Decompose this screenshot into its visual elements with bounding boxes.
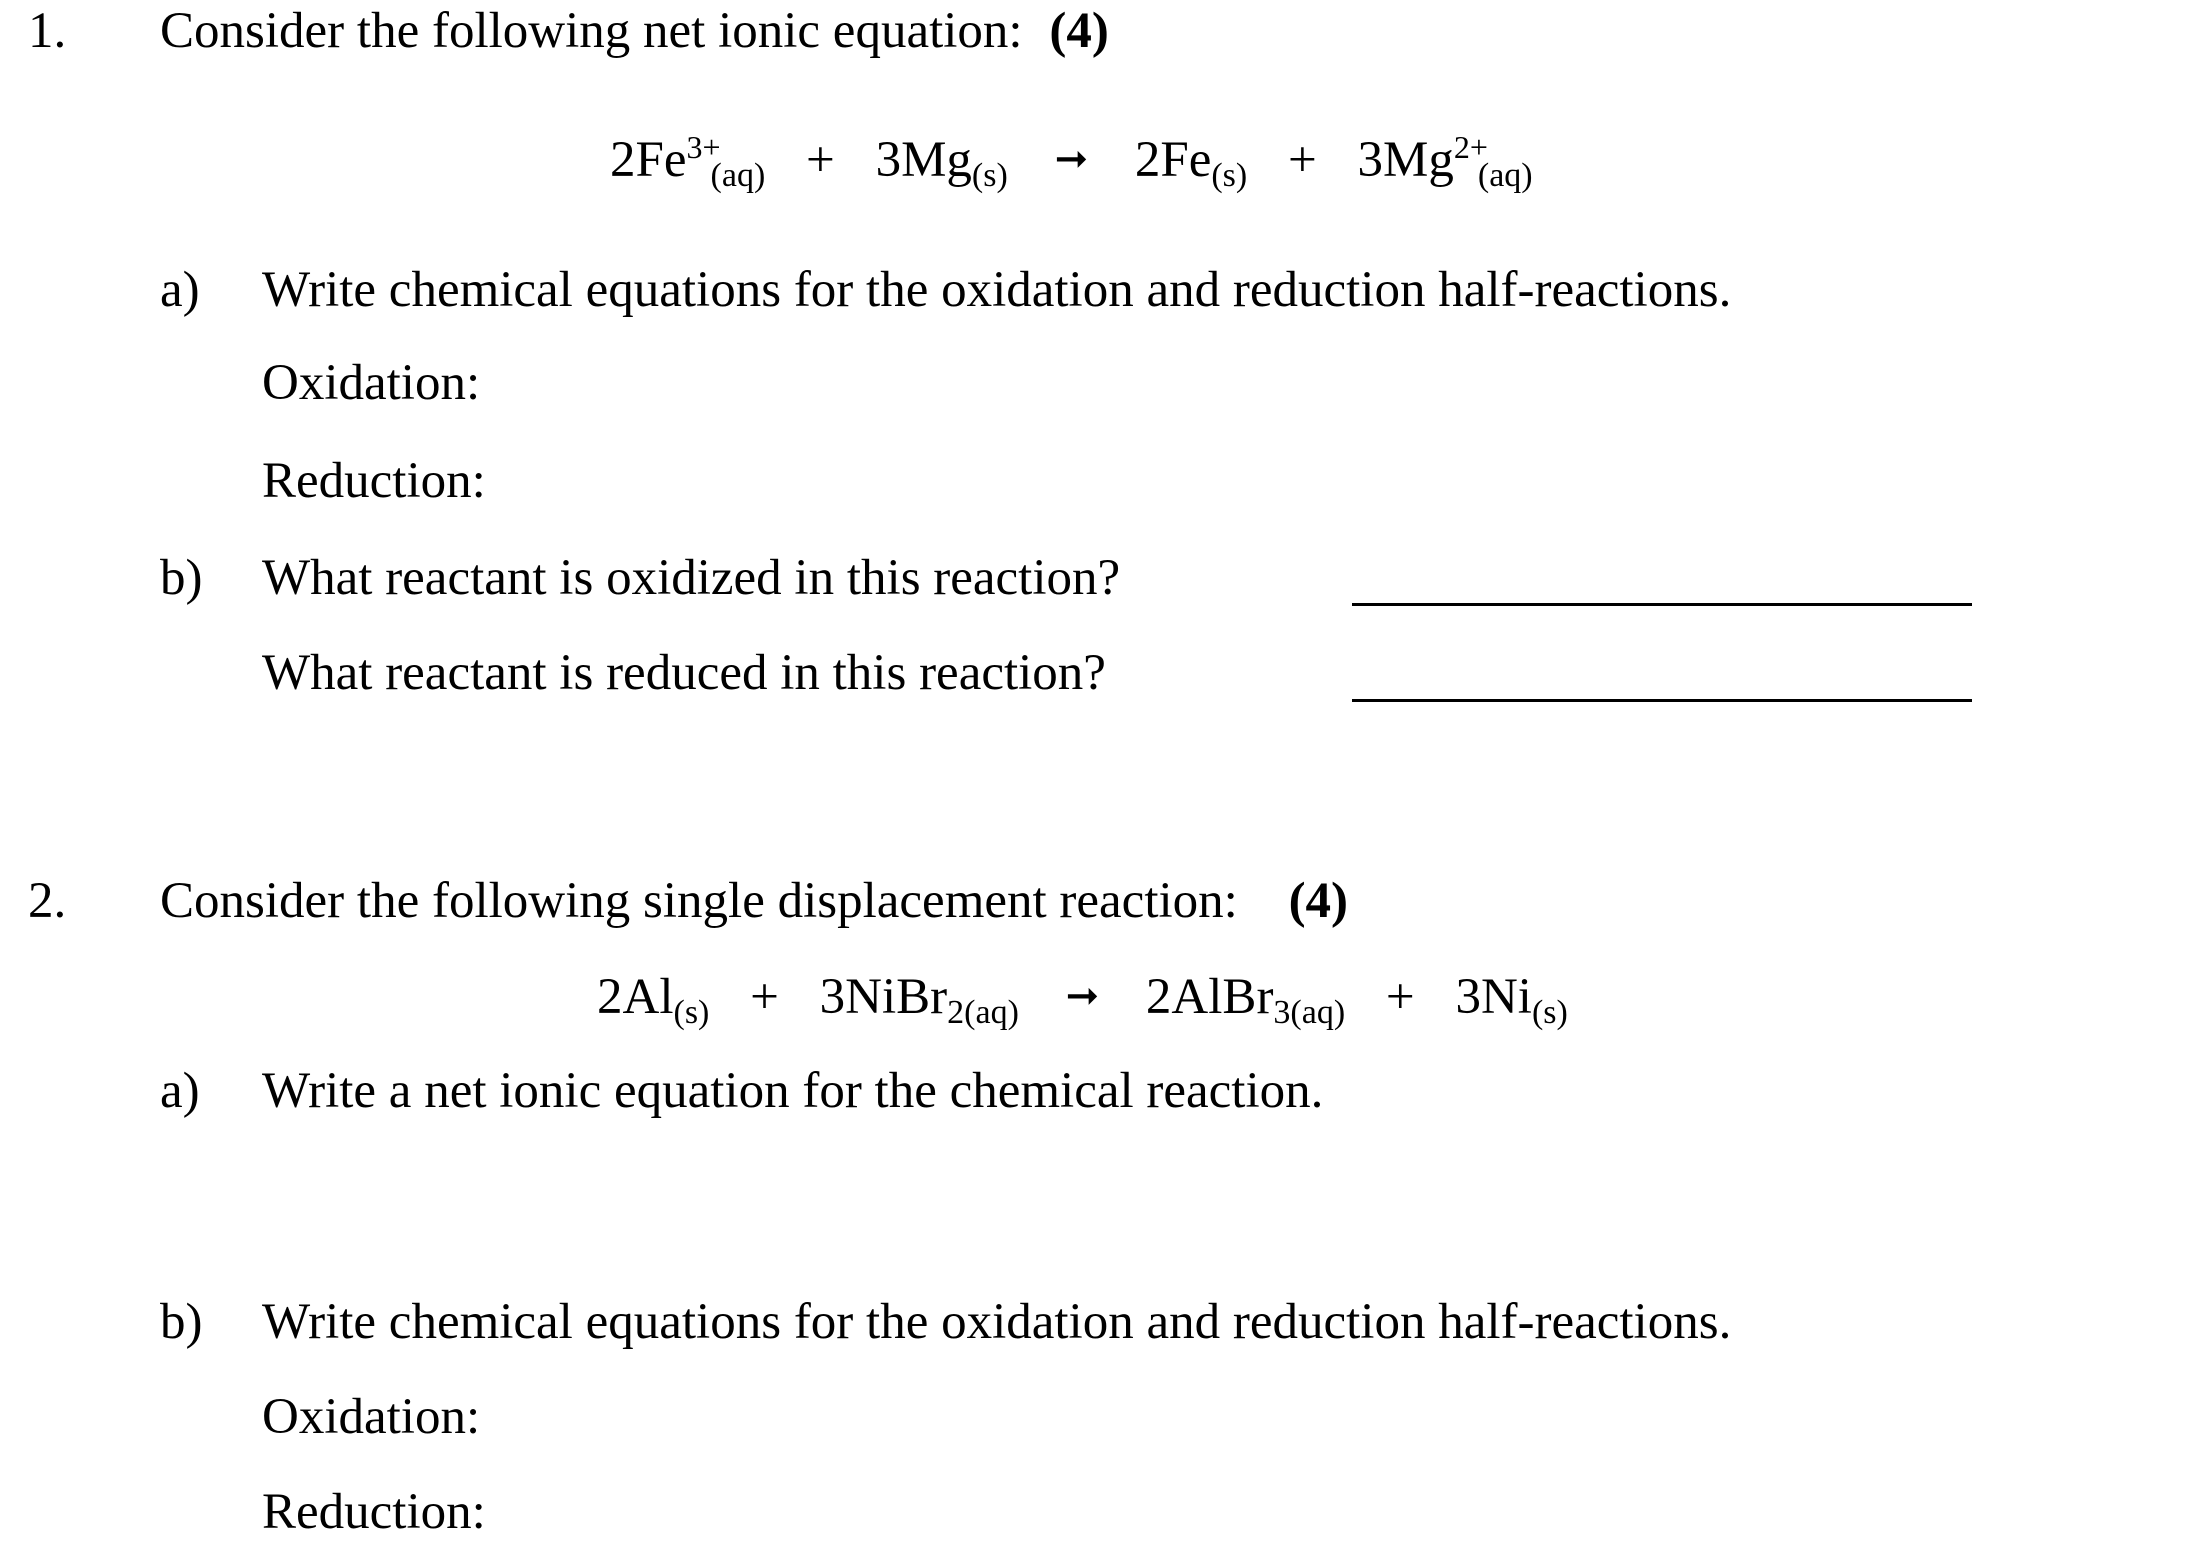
question-1b-reduced-question: What reactant is reduced in this reaction?	[262, 645, 1106, 701]
eq2-albr-state: 3(aq)	[1273, 994, 1346, 1031]
eq2-nibr-state: 2(aq)	[947, 994, 1019, 1031]
question-1a-text: Write chemical equations for the oxidation and reduction half-reactions.	[262, 262, 1732, 318]
eq1-fe-product-state: (s)	[1211, 157, 1248, 194]
question-1-marks: (4)	[1049, 3, 1109, 59]
eq2-plus-2: +	[1385, 969, 1415, 1025]
eq1-reactant-mg	[875, 132, 1008, 194]
question-2b-oxidation-label: Oxidation:	[262, 1389, 481, 1445]
eq2-product-ni	[1455, 969, 1568, 1031]
question-2b-reduction-label: Reduction:	[262, 1484, 486, 1540]
eq1-arrow-icon: ➞	[1054, 136, 1089, 182]
question-1b-reduced-answer-line[interactable]	[1352, 699, 1972, 702]
question-2-equation	[597, 969, 1568, 1031]
eq2-al-symbol: 2Al	[597, 969, 674, 1025]
question-2-number: 2.	[28, 873, 67, 929]
question-1a-oxidation-label: Oxidation:	[262, 355, 481, 411]
eq2-product-albr3	[1145, 969, 1346, 1031]
question-2-prompt	[160, 873, 1349, 929]
eq1-plus-1: +	[806, 132, 835, 188]
eq2-al-state: (s)	[673, 994, 710, 1031]
eq1-fe-charge: 3+	[686, 129, 721, 165]
question-1b-oxidized-question: What reactant is oxidized in this reaction?	[262, 550, 1121, 606]
eq1-reactant-fe-ion	[610, 129, 766, 194]
eq2-nibr-symbol: 3NiBr	[819, 969, 948, 1025]
question-2-marks: (4)	[1288, 873, 1349, 929]
question-2a-text: Write a net ionic equation for the chemical reaction.	[262, 1063, 1324, 1119]
eq2-ni-symbol: 3Ni	[1455, 969, 1532, 1025]
eq2-ni-state: (s)	[1531, 994, 1568, 1031]
eq1-product-fe	[1134, 132, 1248, 194]
question-2b-text: Write chemical equations for the oxidation and reduction half-reactions.	[262, 1294, 1732, 1350]
eq2-albr-symbol: 2AlBr	[1145, 969, 1274, 1025]
question-2a-label: a)	[160, 1063, 200, 1119]
question-1-equation	[610, 129, 1533, 194]
eq1-fe-product-symbol: 2Fe	[1134, 132, 1212, 188]
question-2b-label: b)	[160, 1294, 203, 1350]
question-2-prompt-text: Consider the following single displacement reaction:	[160, 873, 1238, 929]
eq1-mg-ion-state: (aq)	[1477, 157, 1533, 194]
eq1-mg-state: (s)	[971, 157, 1008, 194]
eq1-fe-symbol: 2Fe	[610, 132, 687, 188]
eq1-mg-symbol: 3Mg	[875, 132, 972, 188]
question-1-prompt	[160, 3, 1109, 59]
eq1-mg-ion-symbol: 3Mg	[1357, 132, 1454, 188]
eq1-mg-ion-charge: 2+	[1453, 129, 1488, 165]
eq2-arrow-icon: ➞	[1065, 973, 1100, 1019]
question-1a-label: a)	[160, 262, 200, 318]
question-1b-label: b)	[160, 550, 203, 606]
question-1-prompt-text: Consider the following net ionic equation:	[160, 3, 1023, 59]
question-1a-reduction-label: Reduction:	[262, 453, 486, 509]
eq2-reactant-al	[597, 969, 710, 1031]
eq2-reactant-nibr2	[819, 969, 1019, 1031]
eq1-plus-2: +	[1287, 132, 1317, 188]
question-1b-oxidized-answer-line[interactable]	[1352, 603, 1972, 606]
eq1-product-mg-ion	[1357, 129, 1533, 194]
question-1-number: 1.	[28, 3, 67, 59]
eq2-plus-1: +	[750, 969, 779, 1025]
eq1-fe-state: (aq)	[710, 157, 766, 194]
